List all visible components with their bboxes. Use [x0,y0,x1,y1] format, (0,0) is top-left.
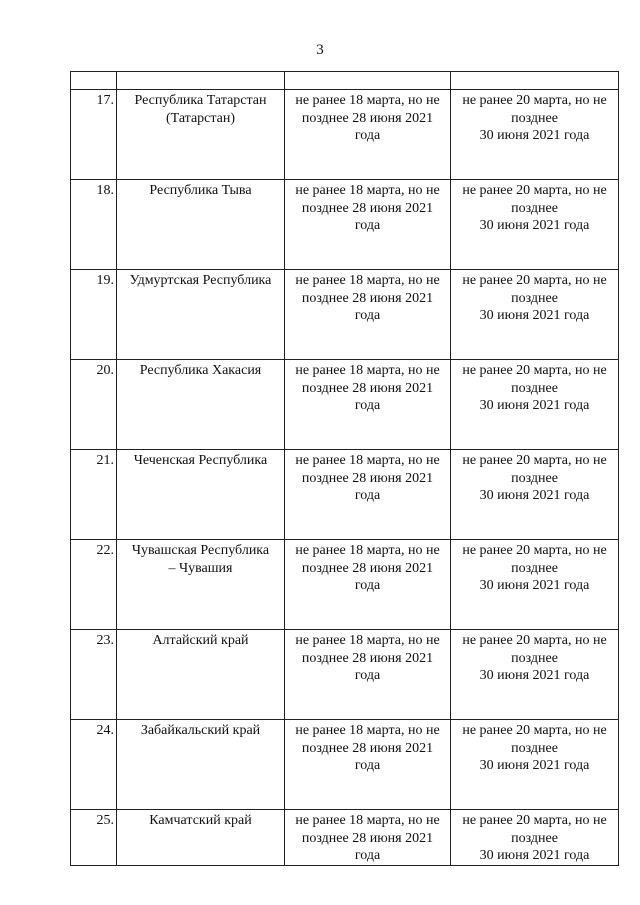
row-number: 21. [71,450,117,540]
header-cell-region [117,72,285,90]
header-cell-start [285,72,451,90]
start-date-line: не ранее 18 марта, но не [295,453,440,468]
end-date-line: 30 июня 2021 года [479,758,590,773]
start-date-line: года [354,488,381,503]
table-row [71,270,619,360]
end-date-line: позднее [511,470,558,486]
start-date-line: позднее 28 июня 2021 [301,380,434,396]
start-date-line: года [354,758,381,773]
start-date-line: не ранее 18 марта, но не [295,363,440,378]
header-cell-end [451,72,619,90]
start-date [285,90,451,180]
end-date-line: 30 июня 2021 года [479,128,590,143]
table-header-row [71,72,619,90]
end-date [451,450,619,540]
start-date-line: позднее 28 июня 2021 [301,110,434,126]
row-number: 19. [71,270,117,360]
table-row [71,630,619,720]
end-date-line: не ранее 20 марта, но не [462,543,607,558]
start-date [285,360,451,450]
row-number: 20. [71,360,117,450]
start-date [285,630,451,720]
region-name [117,360,285,450]
start-date-line: позднее 28 июня 2021 [301,650,434,666]
row-number: 18. [71,180,117,270]
region-name-line: (Татарстан) [165,110,236,126]
row-number: 17. [71,90,117,180]
start-date [285,450,451,540]
end-date [451,360,619,450]
region-name-line: Республика Татарстан [134,93,267,108]
table-row [71,720,619,810]
end-date [451,720,619,810]
end-date [451,630,619,720]
row-number: 23. [71,630,117,720]
start-date-line: года [354,848,381,863]
region-name-line: Камчатский край [149,813,252,828]
start-date-line: не ранее 18 марта, но не [295,723,440,738]
end-date-line: позднее [511,830,558,846]
end-date-line: 30 июня 2021 года [479,668,590,683]
region-name-line: Удмуртская Республика [129,273,272,288]
region-name-line: – Чувашия [168,560,233,576]
start-date [285,810,451,866]
end-date-line: 30 июня 2021 года [479,398,590,413]
start-date-line: года [354,218,381,233]
start-date-line: позднее 28 июня 2021 [301,830,434,846]
start-date-line: года [354,128,381,143]
table-row [71,540,619,630]
region-name [117,90,285,180]
start-date-line: года [354,308,381,323]
start-date [285,540,451,630]
table-row [71,810,619,866]
table-row [71,180,619,270]
end-date [451,540,619,630]
end-date-line: не ранее 20 марта, но не [462,273,607,288]
region-name [117,810,285,866]
region-name-line: Чеченская Республика [133,453,268,468]
start-date-line: позднее 28 июня 2021 [301,290,434,306]
end-date-line: 30 июня 2021 года [479,218,590,233]
end-date [451,180,619,270]
end-date-line: 30 июня 2021 года [479,308,590,323]
end-date [451,90,619,180]
start-date-line: позднее 28 июня 2021 [301,560,434,576]
end-date-line: не ранее 20 марта, но не [462,183,607,198]
start-date-line: не ранее 18 марта, но не [295,183,440,198]
row-number: 25. [71,810,117,866]
end-date-line: позднее [511,200,558,216]
region-name-line: Республика Хакасия [139,363,262,378]
region-name [117,720,285,810]
start-date-line: не ранее 18 марта, но не [295,813,440,828]
end-date-line: не ранее 20 марта, но не [462,363,607,378]
end-date-line: 30 июня 2021 года [479,488,590,503]
end-date-line: не ранее 20 марта, но не [462,93,607,108]
table-row [71,90,619,180]
start-date [285,720,451,810]
start-date-line: не ранее 18 марта, но не [295,633,440,648]
start-date-line: не ранее 18 марта, но не [295,93,440,108]
header-cell-num [71,72,117,90]
end-date-line: позднее [511,290,558,306]
start-date [285,270,451,360]
table-row [71,450,619,540]
end-date-line: позднее [511,110,558,126]
region-name [117,540,285,630]
start-date-line: позднее 28 июня 2021 [301,740,434,756]
region-name [117,450,285,540]
end-date-line: позднее [511,560,558,576]
region-name-line: Алтайский край [152,633,249,648]
end-date-line: не ранее 20 марта, но не [462,453,607,468]
region-name [117,180,285,270]
start-date-line: не ранее 18 марта, но не [295,273,440,288]
table-row [71,360,619,450]
start-date [285,180,451,270]
start-date-line: года [354,578,381,593]
row-number: 22. [71,540,117,630]
end-date-line: не ранее 20 марта, но не [462,633,607,648]
start-date-line: не ранее 18 марта, но не [295,543,440,558]
end-date-line: позднее [511,650,558,666]
end-date-line: позднее [511,740,558,756]
start-date-line: года [354,398,381,413]
end-date-line: не ранее 20 марта, но не [462,723,607,738]
region-name-line: Республика Тыва [149,183,252,198]
end-date-line: позднее [511,380,558,396]
end-date [451,810,619,866]
region-name [117,270,285,360]
region-name-line: Забайкальский край [140,723,261,738]
end-date [451,270,619,360]
row-number: 24. [71,720,117,810]
start-date-line: позднее 28 июня 2021 [301,470,434,486]
start-date-line: года [354,668,381,683]
page-number: 3 [316,42,324,58]
end-date-line: 30 июня 2021 года [479,578,590,593]
end-date-line: 30 июня 2021 года [479,848,590,863]
regions-table [70,71,619,866]
end-date-line: не ранее 20 марта, но не [462,813,607,828]
region-name [117,630,285,720]
region-name-line: Чувашская Республика [131,543,270,558]
start-date-line: позднее 28 июня 2021 [301,200,434,216]
